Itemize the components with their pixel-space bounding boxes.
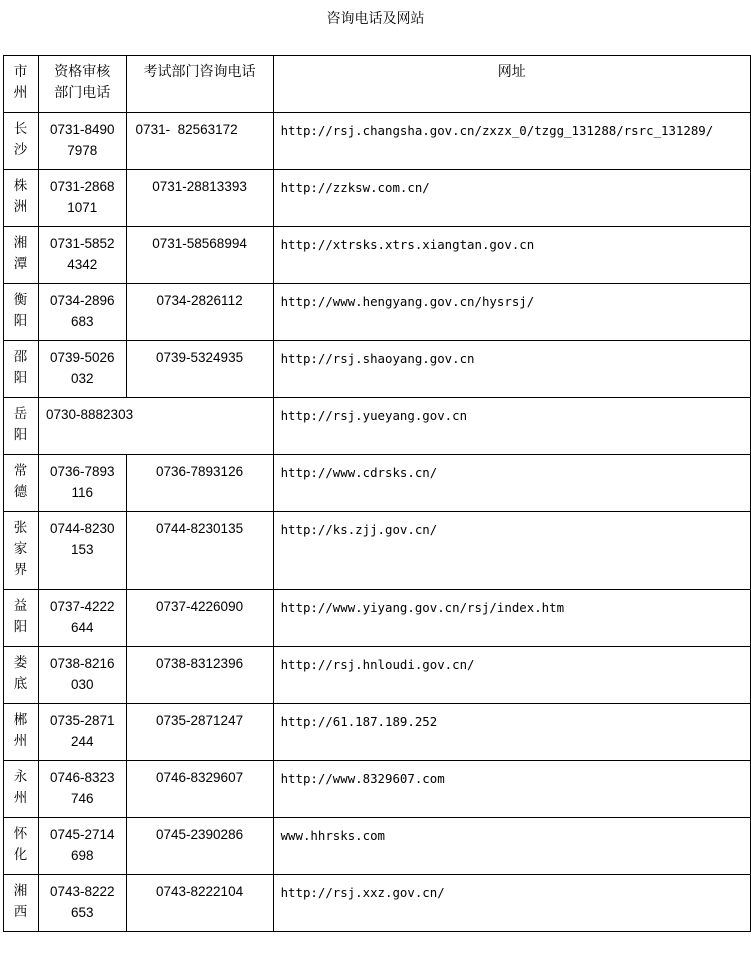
website-url[interactable]: http://rsj.shaoyang.gov.cn <box>280 351 475 366</box>
exam-phone-cell <box>126 227 273 284</box>
url-cell <box>273 227 750 284</box>
exam-phone: 0736-7893126 <box>156 464 244 479</box>
exam-phone: 0734-2826112 <box>156 293 243 308</box>
city-label: 娄底 <box>13 655 29 692</box>
city-cell <box>4 875 39 932</box>
website-url[interactable]: http://zzksw.com.cn/ <box>280 180 430 195</box>
website-url[interactable]: http://ks.zjj.gov.cn/ <box>280 522 438 537</box>
city-cell <box>4 512 39 590</box>
city-label: 永州 <box>13 769 29 806</box>
website-url[interactable]: http://xtrsks.xtrs.xiangtan.gov.cn <box>280 237 535 252</box>
url-cell <box>273 398 750 455</box>
table-row <box>4 284 751 341</box>
table-row <box>4 818 751 875</box>
url-cell <box>273 455 750 512</box>
table-row <box>4 590 751 647</box>
table-row <box>4 875 751 932</box>
city-label: 长沙 <box>13 121 29 158</box>
qual-phone: 0736-7893116 <box>49 464 115 500</box>
city-cell <box>4 170 39 227</box>
table-row <box>4 113 751 170</box>
website-url[interactable]: http://www.cdrsks.cn/ <box>280 465 438 480</box>
exam-phone-cell <box>126 590 273 647</box>
qual-phone: 0731-28681071 <box>49 179 115 215</box>
url-cell <box>273 113 750 170</box>
city-cell <box>4 284 39 341</box>
exam-phone: 0745-2390286 <box>156 827 244 842</box>
city-cell <box>4 113 39 170</box>
website-url[interactable]: http://61.187.189.252 <box>280 714 438 729</box>
qual-phone: 0744-8230153 <box>49 521 115 557</box>
table-header-row <box>4 56 751 113</box>
qual-phone-cell <box>39 113 127 170</box>
table-row <box>4 761 751 818</box>
qual-phone-cell <box>39 647 127 704</box>
exam-phone-cell <box>126 761 273 818</box>
header-qual-label: 资格审核部门电话 <box>54 64 111 101</box>
header-exam-label: 考试部门咨询电话 <box>143 64 256 80</box>
qual-phone: 0738-8216030 <box>49 656 115 692</box>
url-cell <box>273 512 750 590</box>
qual-phone-cell <box>39 341 127 398</box>
exam-phone-cell <box>126 818 273 875</box>
qual-phone: 0743-8222653 <box>49 884 115 920</box>
city-label: 邵阳 <box>13 349 29 386</box>
header-city-label: 市州 <box>13 64 29 101</box>
city-label: 郴州 <box>13 712 29 749</box>
exam-phone-cell <box>126 113 273 170</box>
city-label: 常德 <box>13 463 29 500</box>
exam-phone: 0744-8230135 <box>156 521 244 536</box>
qual-phone: 0746-8323746 <box>49 770 115 806</box>
qual-phone-cell <box>39 818 127 875</box>
exam-phone-cell <box>126 647 273 704</box>
table-row <box>4 341 751 398</box>
city-cell <box>4 761 39 818</box>
exam-phone: 0735-2871247 <box>156 713 244 728</box>
qual-phone: 0734-2896683 <box>49 293 115 329</box>
city-label: 湘潭 <box>13 235 29 272</box>
website-url[interactable]: http://rsj.changsha.gov.cn/zxzx_0/tzgg_131288/rsrc_131289/ <box>280 123 714 138</box>
url-cell <box>273 818 750 875</box>
exam-phone-cell <box>126 512 273 590</box>
exam-phone: 0738-8312396 <box>156 656 244 671</box>
city-cell <box>4 227 39 284</box>
qual-phone: 0739-5026032 <box>49 350 115 386</box>
exam-phone: 0746-8329607 <box>156 770 244 785</box>
website-url[interactable]: http://rsj.xxz.gov.cn/ <box>280 885 445 900</box>
qual-phone-cell <box>39 704 127 761</box>
city-label: 株洲 <box>13 178 29 215</box>
website-url[interactable]: http://www.hengyang.gov.cn/hysrsj/ <box>280 294 535 309</box>
exam-phone: 0737-4226090 <box>156 599 244 614</box>
city-label: 衡阳 <box>13 292 29 329</box>
document-title: 咨询电话及网站 <box>326 11 425 27</box>
table-row <box>4 512 751 590</box>
city-cell <box>4 455 39 512</box>
city-label: 怀化 <box>13 826 29 863</box>
exam-phone-cell <box>126 284 273 341</box>
exam-phone-cell <box>126 875 273 932</box>
url-cell <box>273 170 750 227</box>
qual-phone-cell <box>39 761 127 818</box>
table-row <box>4 647 751 704</box>
exam-phone: 0731- 82563172 <box>135 122 238 137</box>
qual-phone-cell <box>39 227 127 284</box>
table-row <box>4 170 751 227</box>
header-url: 网址 <box>273 56 750 113</box>
qual-phone-cell <box>39 512 127 590</box>
exam-phone-cell <box>126 455 273 512</box>
qual-phone: 0735-2871244 <box>49 713 115 749</box>
url-cell <box>273 647 750 704</box>
qual-phone-cell <box>39 170 127 227</box>
merged-phone: 0730-8882303 <box>46 407 134 422</box>
url-cell <box>273 761 750 818</box>
exam-phone-cell <box>126 170 273 227</box>
exam-phone-cell <box>126 341 273 398</box>
website-url[interactable]: http://rsj.hnloudi.gov.cn/ <box>280 657 475 672</box>
city-label: 益阳 <box>13 598 29 635</box>
url-cell <box>273 590 750 647</box>
table-row <box>4 455 751 512</box>
exam-phone-cell <box>126 704 273 761</box>
exam-phone: 0731-28813393 <box>152 179 247 194</box>
header-city <box>4 56 39 113</box>
qual-phone-cell <box>39 284 127 341</box>
city-cell <box>4 818 39 875</box>
city-label: 岳阳 <box>13 406 29 443</box>
city-cell <box>4 341 39 398</box>
qual-phone: 0745-2714698 <box>49 827 115 863</box>
table-row <box>4 398 751 455</box>
website-url[interactable]: http://www.8329607.com <box>280 771 445 786</box>
qual-phone: 0731-58524342 <box>49 236 115 272</box>
url-cell <box>273 284 750 341</box>
url-cell <box>273 704 750 761</box>
url-cell <box>273 341 750 398</box>
table-row <box>4 704 751 761</box>
website-url[interactable]: http://rsj.yueyang.gov.cn <box>280 408 468 423</box>
url-cell <box>273 875 750 932</box>
exam-phone: 0739-5324935 <box>156 350 244 365</box>
qual-phone: 0737-4222644 <box>49 599 115 635</box>
contact-table <box>3 55 751 932</box>
city-label: 湘西 <box>13 883 29 920</box>
header-exam <box>126 56 273 113</box>
city-cell <box>4 704 39 761</box>
city-cell <box>4 647 39 704</box>
merged-phone-cell <box>39 398 274 455</box>
header-qual <box>39 56 127 113</box>
exam-phone: 0731-58568994 <box>152 236 247 251</box>
city-cell <box>4 590 39 647</box>
website-url[interactable]: www.hhrsks.com <box>280 828 385 843</box>
table-row <box>4 227 751 284</box>
qual-phone-cell <box>39 590 127 647</box>
city-cell <box>4 398 39 455</box>
qual-phone-cell <box>39 455 127 512</box>
qual-phone: 0731-84907978 <box>49 122 115 158</box>
website-url[interactable]: http://www.yiyang.gov.cn/rsj/index.htm <box>280 600 565 615</box>
city-label: 张家界 <box>13 520 29 578</box>
qual-phone-cell <box>39 875 127 932</box>
exam-phone: 0743-8222104 <box>156 884 244 899</box>
